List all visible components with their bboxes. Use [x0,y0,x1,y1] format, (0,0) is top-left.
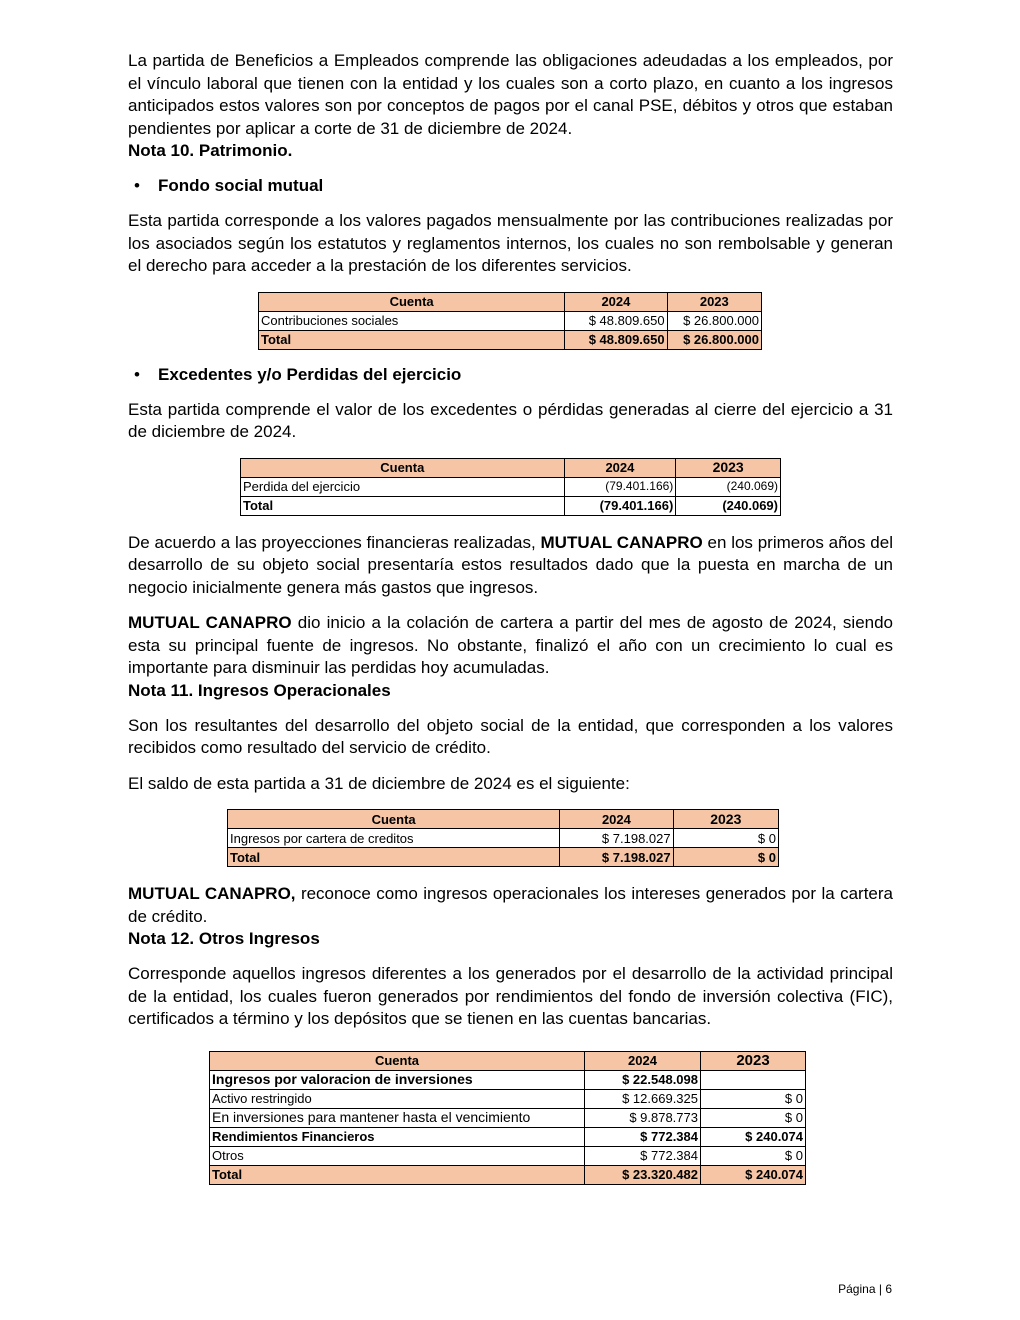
paragraph-excedentes: Esta partida comprende el valor de los excedentes o pérdidas generadas al cierre del ejercicio a 31 de diciembre de 2024. [128,399,893,441]
table-total-row [228,848,779,867]
cell-2024: $ 9.878.773 [585,1108,701,1127]
heading-nota-11: Nota 11. Ingresos Operacionales [128,680,391,700]
table-row [210,1146,806,1165]
cell-cuenta: Ingresos por cartera de creditos [228,829,560,848]
cell-total-label: Total [210,1165,585,1184]
cell-2024: $ 12.669.325 [585,1089,701,1108]
brand-name: MUTUAL CANAPRO [540,532,703,552]
cell-total-2023: $ 0 [673,848,778,867]
table-total-row [241,496,781,515]
header-2023: 2023 [667,292,761,311]
bullet-icon: • [134,176,140,195]
header-cuenta: Cuenta [241,458,565,477]
paragraph-fondo-social: Esta partida corresponde a los valores pagados mensualmente por las contribuciones realizadas por los asociados según los estatutos y reglamentos internos, los cuales no son rembolsable y generan el derecho para acceder a la prestación de los diferentes servicios. [128,211,893,275]
brand-name: MUTUAL CANAPRO [128,613,292,632]
brand-name: MUTUAL CANAPRO, [128,884,296,903]
header-2024: 2024 [564,458,676,477]
heading-nota-12: Nota 12. Otros Ingresos [128,929,320,948]
cell-cuenta: Activo restringido [210,1089,585,1108]
cell-2024: $ 22.548.098 [585,1070,701,1089]
table-row [210,1108,806,1127]
text-span: reconoce como ingresos operacionales los intereses generados por la cartera de crédito. [128,884,893,926]
cell-2024: (79.401.166) [564,477,676,496]
cell-cuenta: Ingresos por valoracion de inversiones [210,1070,585,1089]
table-total-row [259,330,762,349]
cell-cuenta: Contribuciones sociales [259,311,565,330]
table-ingresos-operacionales [227,809,779,867]
table-otros-ingresos [209,1051,806,1185]
cell-cuenta: Perdida del ejercicio [241,477,565,496]
table-total-row [210,1165,806,1184]
document-page [128,50,893,1185]
cell-2024: $ 772.384 [585,1127,701,1146]
page-number: 6 [885,1282,892,1296]
table-perdidas [240,458,781,516]
cell-total-2023: $ 240.074 [701,1165,806,1184]
cell-2023: $ 0 [701,1108,806,1127]
header-2024: 2024 [560,810,673,829]
cell-total-label: Total [241,496,565,515]
table-row [210,1127,806,1146]
cell-2024: $ 48.809.650 [565,311,667,330]
header-2023: 2023 [701,1051,806,1070]
paragraph-saldo: El saldo de esta partida a 31 de diciembre de 2024 es el siguiente: [128,773,630,793]
cell-cuenta: En inversiones para mantener hasta el vencimiento [210,1108,585,1127]
table-row [259,311,762,330]
header-2023: 2023 [673,810,778,829]
header-cuenta: Cuenta [210,1051,585,1070]
text-span: dio inicio a la colación de cartera a partir del mes de agosto de 2024, siendo esta su principal fuente de ingresos. No obstante, finalizó el año con un crecimiento lo cual es importante para disminuir las perdidas hoy acumuladas. [128,613,894,677]
heading-nota-10: Nota 10. Patrimonio. [128,141,293,160]
cell-total-2024: (79.401.166) [564,496,676,515]
cell-total-2024: $ 23.320.482 [585,1165,701,1184]
header-2024: 2024 [565,292,667,311]
paragraph-proyecciones [128,532,893,600]
bullet-label: Fondo social mutual [158,176,324,195]
cell-2023: $ 0 [701,1146,806,1165]
bullet-label: Excedentes y/o Perdidas del ejercicio [158,364,462,384]
cell-total-label: Total [259,330,565,349]
cell-2024: $ 772.384 [585,1146,701,1165]
cell-total-2024: $ 7.198.027 [560,848,673,867]
cell-total-2024: $ 48.809.650 [565,330,667,349]
bullet-fondo-social [128,175,893,197]
cell-2023: (240.069) [676,477,781,496]
cell-2023 [701,1070,806,1089]
header-2023: 2023 [676,458,781,477]
table-fondo-social [258,292,762,350]
page-label: Página [838,1282,876,1296]
table-header-row [228,810,779,829]
table-row [228,829,779,848]
paragraph-reconoce [128,883,893,928]
cell-2024: $ 7.198.027 [560,829,673,848]
cell-total-label: Total [228,848,560,867]
cell-cuenta: Rendimientos Financieros [210,1127,585,1146]
bullet-excedentes [128,364,893,386]
cell-total-2023: (240.069) [676,496,781,515]
page-footer [838,1282,892,1296]
text-span: en los primeros años del desarrollo de su objeto social presentaría estos resultados dado que la puesta en marcha de un negocio inicialmente genera más gastos que ingresos. [128,532,893,597]
header-2024: 2024 [585,1051,701,1070]
cell-2023: $ 240.074 [701,1127,806,1146]
table-row [210,1070,806,1089]
header-cuenta: Cuenta [259,292,565,311]
cell-2023: $ 0 [673,829,778,848]
text-span: De acuerdo a las proyecciones financieras realizadas, [128,532,541,552]
table-header-row [259,292,762,311]
cell-cuenta: Otros [210,1146,585,1165]
cell-2023: $ 0 [701,1089,806,1108]
page-separator: | [878,1282,882,1296]
paragraph-cartera [128,612,893,680]
table-row [210,1089,806,1108]
table-header-row [210,1051,806,1070]
cell-total-2023: $ 26.800.000 [667,330,761,349]
header-cuenta: Cuenta [228,810,560,829]
paragraph-ingresos-operacionales: Son los resultantes del desarrollo del objeto social de la entidad, que corresponden a los valores recibidos como resultado del servicio de crédito. [128,715,893,757]
cell-2023: $ 26.800.000 [667,311,761,330]
paragraph-beneficios: La partida de Beneficios a Empleados comprende las obligaciones adeudadas a los empleados, por el vínculo laboral que tienen con la entidad y los cuales son a corto plazo, en cuanto a los ingresos anticipados estos valores son por conceptos de pagos por el canal PSE, débitos y otros que estaban pendientes por aplicar a corte de 31 de diciembre de 2024. [128,51,893,138]
table-row [241,477,781,496]
table-header-row [241,458,781,477]
bullet-icon: • [134,364,140,384]
paragraph-otros-ingresos: Corresponde aquellos ingresos diferentes a los generados por el desarrollo de la actividad principal de la entidad, los cuales fueron generados por rendimientos del fondo de inversión colectiva (FIC), certificados a término y los depósitos que se tienen en las cuentas bancarias. [128,964,893,1028]
